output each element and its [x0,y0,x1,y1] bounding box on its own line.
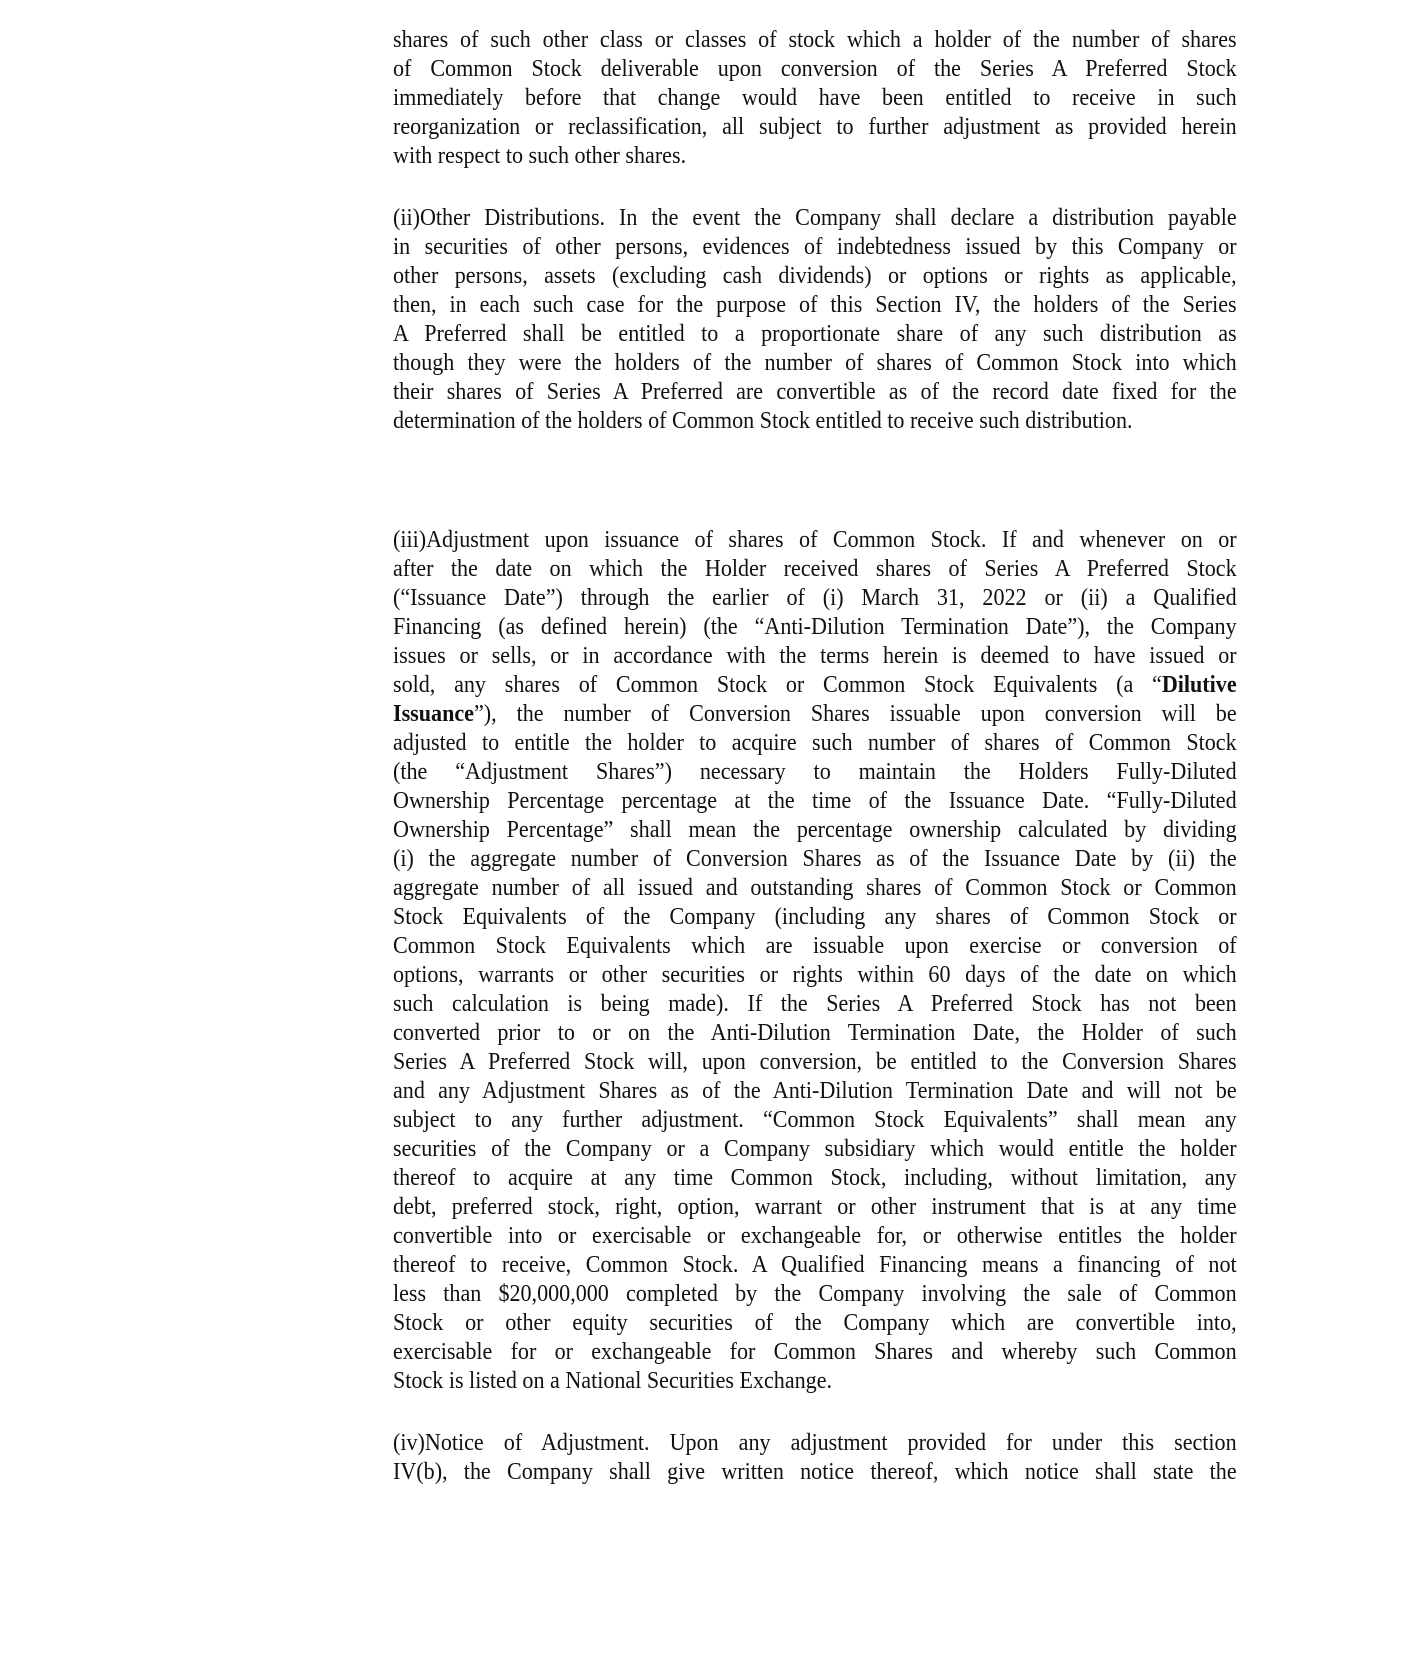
text-line: options, warrants or other securities or rights within 60 days of the date on which [393,962,1237,988]
text-line: converted prior to or on the Anti-Dilution Termination Date, the Holder of such [393,1020,1237,1046]
text-segment: ”), the number of Conversion Shares issuable upon conversion will be [473,701,1237,727]
text-line: Series A Preferred Stock will, upon conversion, be entitled to the Conversion Shares [393,1049,1237,1075]
text-line: Common Stock Equivalents which are issuable upon exercise or conversion of [393,933,1237,959]
text-line [393,671,1237,700]
text-line: exercisable for or exchangeable for Common Shares and whereby such Common [393,1339,1237,1365]
text-line: debt, preferred stock, right, option, warrant or other instrument that is at any time [393,1194,1237,1220]
text-line: and any Adjustment Shares as of the Anti-Dilution Termination Date and will not be [393,1078,1237,1104]
text-line: aggregate number of all issued and outstanding shares of Common Stock or Common [393,875,1237,901]
text-line: Stock or other equity securities of the Company which are convertible into, [393,1310,1237,1336]
text-line: (i) the aggregate number of Conversion Shares as of the Issuance Date by (ii) the [393,846,1237,872]
paragraph-adjustment-upon-issuance [393,526,1237,1396]
text-line: with respect to such other shares. [393,143,687,169]
text-line: Ownership Percentage” shall mean the percentage ownership calculated by dividing [393,817,1237,843]
paragraph-reorganization [393,26,1237,171]
text-line: Stock is listed on a National Securities Exchange. [393,1368,833,1394]
defined-term-dilutive: Dilutive [1161,672,1237,698]
text-line: other persons, assets (excluding cash dividends) or options or rights as applicable, [393,263,1237,289]
text-line: (the “Adjustment Shares”) necessary to maintain the Holders Fully-Diluted [393,759,1237,785]
text-line: less than $20,000,000 completed by the Company involving the sale of Common [393,1281,1237,1307]
text-line: A Preferred shall be entitled to a proportionate share of any such distribution as [393,321,1237,347]
text-line: (iii)Adjustment upon issuance of shares of Common Stock. If and whenever on or [393,527,1237,553]
text-line: thereof to receive, Common Stock. A Qualified Financing means a financing of not [393,1252,1237,1278]
text-line: in securities of other persons, evidences of indebtedness issued by this Company or [393,234,1237,260]
text-line: securities of the Company or a Company subsidiary which would entitle the holder [393,1136,1237,1162]
text-line: Ownership Percentage percentage at the time of the Issuance Date. “Fully-Diluted [393,788,1237,814]
paragraph-other-distributions [393,204,1237,436]
text-line: of Common Stock deliverable upon conversion of the Series A Preferred Stock [393,56,1237,82]
text-line: Financing (as defined herein) (the “Anti-Dilution Termination Date”), the Company [393,614,1237,640]
text-line: then, in each such case for the purpose of this Section IV, the holders of the Series [393,292,1237,318]
text-line: after the date on which the Holder received shares of Series A Preferred Stock [393,556,1237,582]
text-line: reorganization or reclassification, all subject to further adjustment as provided herein [393,114,1237,140]
text-line [393,700,1237,729]
text-line: immediately before that change would have been entitled to receive in such [393,85,1237,111]
text-line: IV(b), the Company shall give written notice thereof, which notice shall state the [393,1459,1237,1485]
text-line: determination of the holders of Common Stock entitled to receive such distribution. [393,408,1133,434]
text-line: (ii)Other Distributions. In the event the Company shall declare a distribution payable [393,205,1237,231]
text-line: their shares of Series A Preferred are convertible as of the record date fixed for the [393,379,1237,405]
defined-term-issuance: Issuance [393,701,474,727]
text-segment: sold, any shares of Common Stock or Common Stock Equivalents (a “ [393,672,1162,698]
text-line: (“Issuance Date”) through the earlier of (i) March 31, 2022 or (ii) a Qualified [393,585,1237,611]
text-line: (iv)Notice of Adjustment. Upon any adjustment provided for under this section [393,1430,1237,1456]
text-line: convertible into or exercisable or exchangeable for, or otherwise entitles the holder [393,1223,1237,1249]
text-line: though they were the holders of the number of shares of Common Stock into which [393,350,1237,376]
text-line: subject to any further adjustment. “Common Stock Equivalents” shall mean any [393,1107,1237,1133]
paragraph-notice-of-adjustment [393,1429,1237,1487]
text-line: such calculation is being made). If the Series A Preferred Stock has not been [393,991,1237,1017]
text-line: shares of such other class or classes of stock which a holder of the number of shares [393,27,1237,53]
text-line: adjusted to entitle the holder to acquire such number of shares of Common Stock [393,730,1237,756]
text-line: issues or sells, or in accordance with the terms herein is deemed to have issued or [393,643,1237,669]
text-line: thereof to acquire at any time Common Stock, including, without limitation, any [393,1165,1237,1191]
text-line: Stock Equivalents of the Company (including any shares of Common Stock or [393,904,1237,930]
